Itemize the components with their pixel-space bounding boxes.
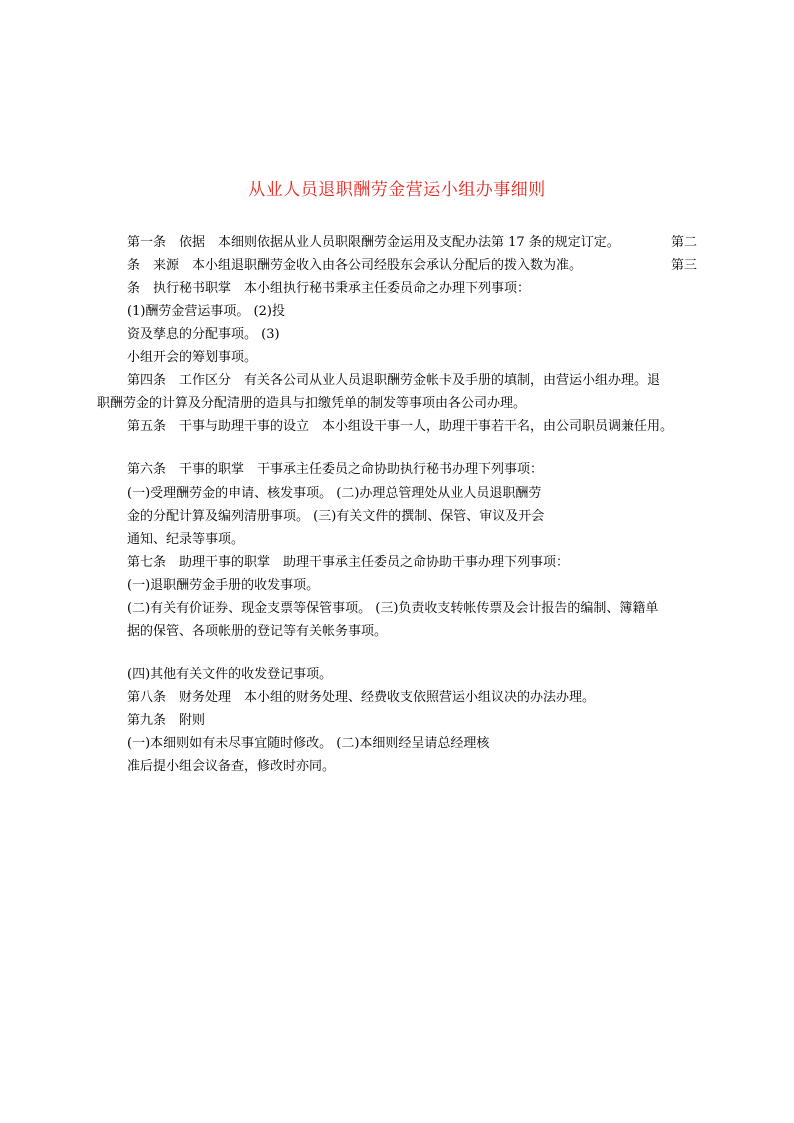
line-16: (二)有关有价证券、现金支票等保管事项。 (三)负责收支转帐传票及会计报告的编制、簿籍单 bbox=[127, 601, 659, 616]
line-22: 准后提小组会议备查，修改时亦同。 bbox=[127, 759, 336, 774]
line-13: 通知、纪录等事项。 bbox=[127, 532, 245, 547]
line-2-tail: 第三 bbox=[670, 258, 697, 273]
line-5: 资及孳息的分配事项。 (3) bbox=[127, 327, 280, 342]
document-title: 从业人员退职酬劳金营运小组办事细则 bbox=[248, 180, 546, 200]
line-17: 据的保管、各项帐册的登记等有关帐务事项。 bbox=[127, 624, 388, 639]
line-8: 职酬劳金的计算及分配清册的造具与扣缴凭单的制发等事项由各公司办理。 bbox=[97, 396, 527, 411]
line-15: (一)退职酬劳金手册的收发事项。 bbox=[127, 578, 320, 593]
line-11: (一)受理酬劳金的申请、核发事项。 (二)办理总管理处从业人员退职酬劳 bbox=[127, 486, 542, 501]
line-2-text: 条 来源 本小组退职酬劳金收入由各公司经股东会承认分配后的拨入数为准。 bbox=[127, 258, 583, 273]
line-21: (一)本细则如有未尽事宜随时修改。 (二)本细则经呈请总经理核 bbox=[127, 736, 490, 751]
line-4: (1)酬劳金营运事项。 (2)投 bbox=[127, 304, 285, 319]
line-10: 第六条 干事的职掌 干事承主任委员之命协助执行秘书办理下列事项： bbox=[127, 462, 544, 477]
line-3: 条 执行秘书职掌 本小组执行秘书秉承主任委员命之办理下列事项： bbox=[127, 281, 531, 296]
line-1 bbox=[127, 234, 697, 252]
line-18: (四)其他有关文件的收发登记事项。 bbox=[127, 667, 333, 682]
line-1-tail: 第二 bbox=[670, 235, 697, 250]
line-20: 第九条 附则 bbox=[127, 713, 206, 728]
line-9: 第五条 干事与助理干事的设立 本小组设干事一人，助理干事若干名，由公司职员调兼任用。 bbox=[127, 419, 674, 434]
line-1-text: 第一条 依据 本细则依据从业人员职限酬劳金运用及支配办法第 17 条的规定订定。 bbox=[127, 235, 620, 250]
line-6: 小组开会的筹划事项。 bbox=[127, 350, 258, 365]
line-14: 第七条 助理干事的职掌 助理干事承主任委员之命协助干事办理下列事项： bbox=[127, 555, 570, 570]
line-2 bbox=[127, 257, 697, 275]
line-12: 金的分配计算及编列清册事项。 (三)有关文件的撰制、保管、审议及开会 bbox=[127, 509, 545, 524]
line-19: 第八条 财务处理 本小组的财务处理、经费收支依照营运小组议决的办法办理。 bbox=[127, 690, 596, 705]
line-7: 第四条 工作区分 有关各公司从业人员退职酬劳金帐卡及手册的填制，由营运小组办理。退 bbox=[127, 373, 661, 388]
